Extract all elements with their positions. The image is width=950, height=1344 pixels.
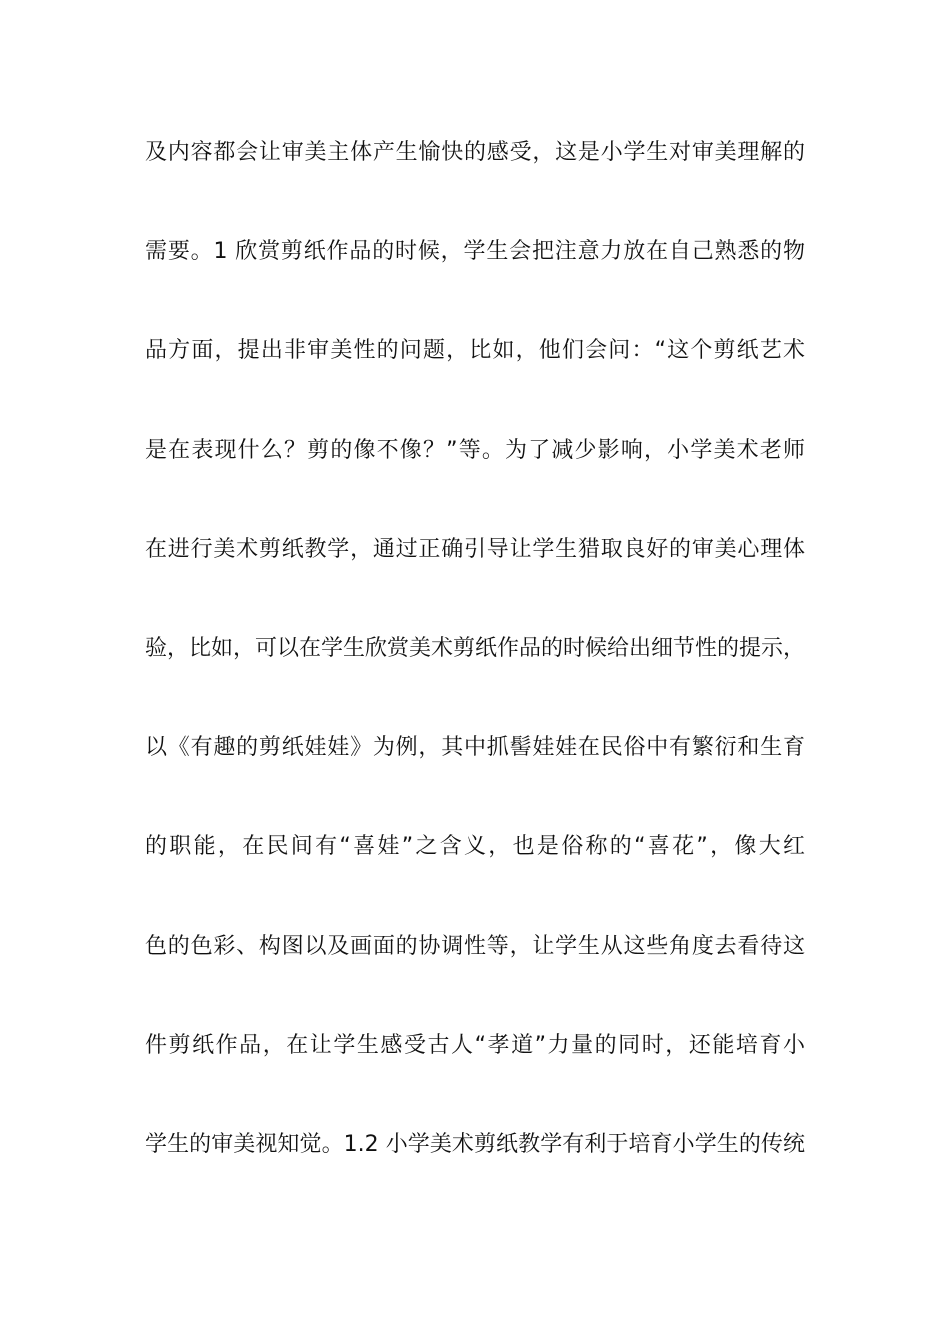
text-line: 需要。1 欣赏剪纸作品的时候，学生会把注意力放在自己熟悉的物	[145, 239, 805, 265]
text-line: 在进行美术剪纸教学，通过正确引导让学生猎取良好的审美心理体	[145, 536, 805, 562]
text-line: 学生的审美视知觉。1.2 小学美术剪纸教学有利于培育小学生的传统	[145, 1131, 805, 1157]
text-line: 品方面，提出非审美性的问题，比如，他们会问：“这个剪纸艺术	[145, 338, 805, 364]
body-paragraph	[145, 128, 805, 1219]
text-line: 色的色彩、构图以及画面的协调性等，让学生从这些角度去看待这	[145, 933, 805, 959]
text-line: 件剪纸作品，在让学生感受古人“孝道”力量的同时，还能培育小	[145, 1032, 805, 1058]
text-line: 及内容都会让审美主体产生愉快的感受，这是小学生对审美理解的	[145, 140, 805, 165]
text-line: 验，比如，可以在学生欣赏美术剪纸作品的时候给出细节性的提示，	[145, 635, 806, 661]
text-line: 的职能，在民间有“喜娃”之含义，也是俗称的“喜花”，像大红	[145, 834, 805, 860]
text-line: 以《有趣的剪纸娃娃》为例，其中抓髻娃娃在民俗中有繁衍和生育	[145, 735, 805, 761]
text-line: 是在表现什么？剪的像不像？”等。为了减少影响，小学美术老师	[145, 437, 805, 463]
